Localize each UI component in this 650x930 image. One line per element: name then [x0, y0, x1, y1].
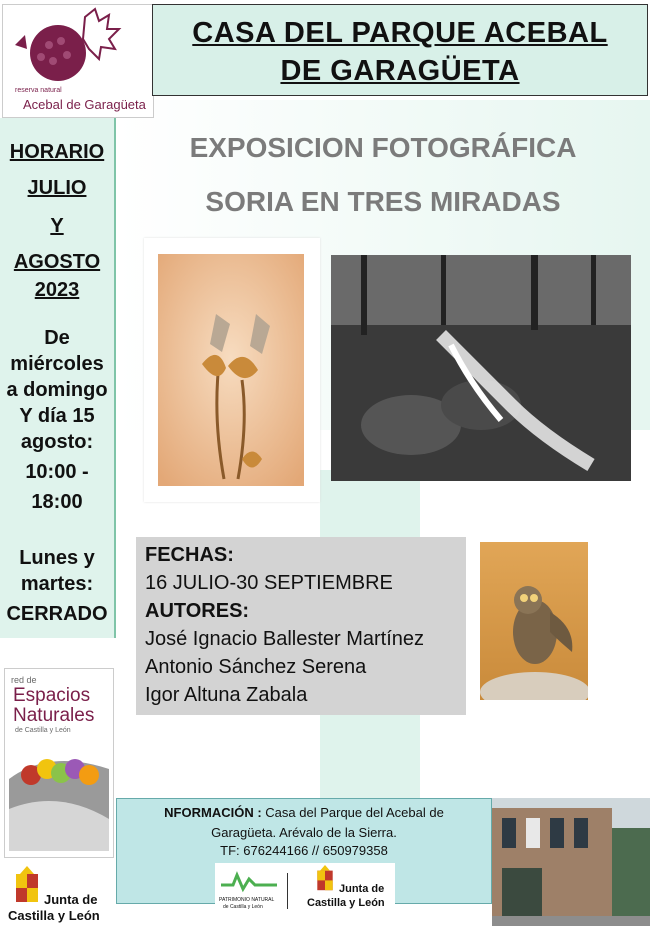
schedule-line-5: 2023: [34, 279, 80, 301]
butterfly-photo-frame: [144, 238, 320, 502]
subtitle-line-1: EXPOSICION FOTOGRÁFICA: [189, 132, 577, 163]
owl-image: [480, 542, 588, 700]
title-box: [152, 4, 648, 96]
patrimonio-line-1: PATRIMONIO NATURAL: [219, 897, 275, 903]
author-2: Antonio Sánchez Serena: [145, 656, 367, 678]
holly-leaf-icon: [3, 5, 153, 91]
red-logo-line-3: de Castilla y León: [15, 727, 71, 734]
waterfall-photo: [331, 255, 631, 481]
butterfly-photo: [158, 254, 304, 486]
author-1: José Ignacio Ballester Martínez: [145, 628, 425, 650]
logo-small-text: reserva natural: [15, 87, 62, 94]
schedule-line-3: Y: [50, 215, 64, 237]
patrimonio-natural-icon: [221, 869, 277, 893]
hours-line-4: Y día 15: [19, 405, 95, 427]
junta-footer-line-1: Junta de: [339, 883, 385, 895]
schedule-line-4: AGOSTO: [13, 251, 101, 273]
hours-line-7: 18:00: [31, 491, 83, 513]
hours-line-1: De: [44, 327, 70, 349]
espacios-naturales-logo: [4, 668, 114, 858]
authors-label: AUTORES:: [145, 600, 250, 622]
footer-line-2: Garagüeta. Arévalo de la Sierra.: [211, 825, 397, 840]
author-3: Igor Altuna Zabala: [145, 684, 308, 706]
footer-text-1: Casa del Parque del Acebal de: [265, 805, 444, 820]
junta-left-line-1: Junta de: [44, 892, 98, 907]
hours-line-5: agosto:: [20, 431, 94, 453]
coat-of-arms-icon: [14, 866, 40, 906]
title-line-2: DE GARAGÜETA: [280, 55, 520, 87]
acebal-logo: [2, 4, 154, 118]
red-logo-line-2: Naturales: [13, 705, 95, 726]
building-photo: [492, 798, 650, 926]
patrimonio-line-2: de Castilla y León: [223, 904, 263, 910]
hours-line-3: a domingo: [6, 379, 108, 401]
logo-name: Acebal de Garagüeta: [23, 97, 146, 112]
footer-line-3: TF: 676244166 // 650979358: [220, 843, 388, 858]
schedule-line-1: HORARIO: [9, 141, 105, 163]
building-image: [492, 798, 650, 926]
schedule-sidebar: [0, 118, 116, 638]
dates-value: 16 JULIO-30 SEPTIEMBRE: [145, 572, 393, 594]
closed-line-2: martes:: [20, 573, 94, 595]
owl-photo: [480, 542, 588, 700]
subtitle-line-2: SORIA EN TRES MIRADAS: [205, 186, 561, 217]
footer-line-1: [117, 805, 491, 820]
red-logo-top: red de: [11, 675, 37, 685]
closed-line-1: Lunes y: [19, 547, 95, 569]
footer-logos: [215, 863, 395, 925]
logo-divider: [287, 873, 288, 909]
schedule-line-2: JULIO: [27, 177, 87, 199]
junta-footer-line-2: Castilla y León: [307, 897, 385, 909]
junta-logo-left: [4, 860, 114, 926]
footer-label: NFORMACIÓN :: [164, 805, 262, 820]
hours-line-6: 10:00 -: [25, 461, 89, 483]
title-line-1: CASA DEL PARQUE ACEBAL: [192, 17, 608, 49]
waterfall-image: [331, 255, 631, 481]
junta-left-line-2: Castilla y León: [8, 908, 100, 923]
closed-line-3: CERRADO: [6, 603, 108, 625]
coat-of-arms-icon: [315, 865, 335, 893]
dates-label: FECHAS:: [145, 544, 234, 566]
red-logo-line-1: Espacios: [13, 685, 91, 706]
trees-icon: [9, 739, 109, 851]
hours-line-2: miércoles: [10, 353, 104, 375]
footer-info-box: [116, 798, 492, 910]
